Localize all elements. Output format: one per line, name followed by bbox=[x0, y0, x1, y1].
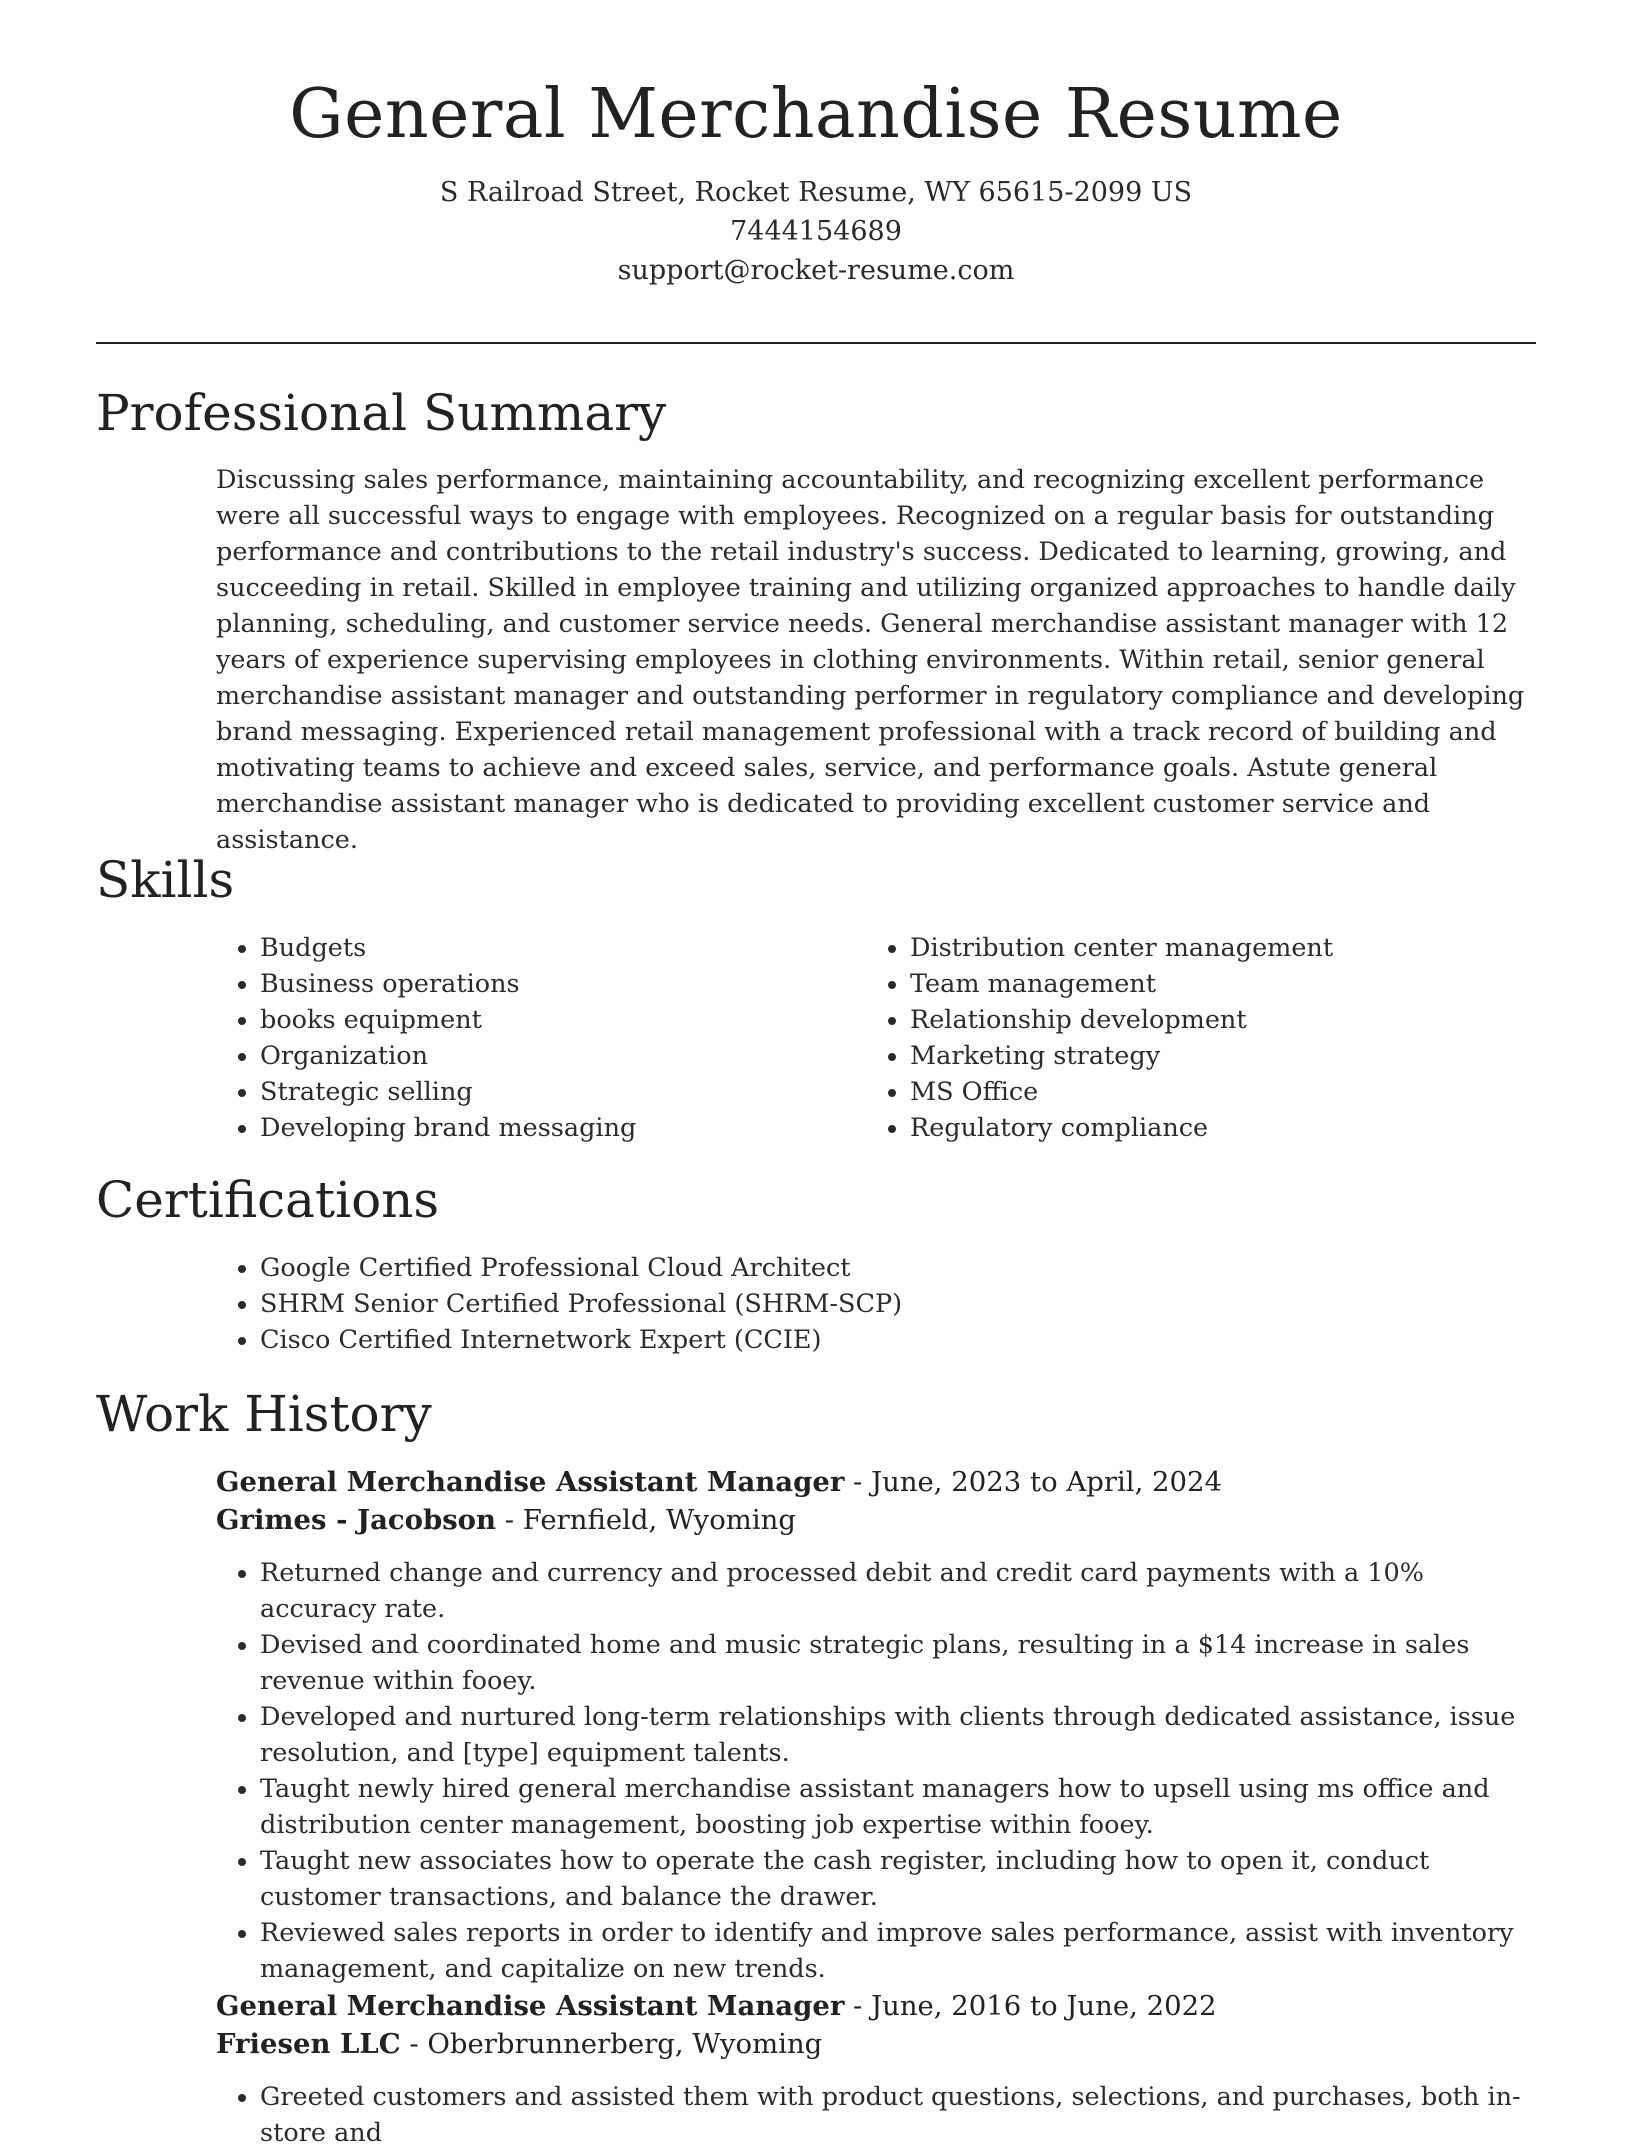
skill-item: • Marketing strategy bbox=[910, 1038, 1506, 1074]
responsibility-item: • Returned change and currency and processed debit and credit card payments with a 10% accuracy rate. bbox=[260, 1555, 1526, 1627]
certifications-list bbox=[216, 1250, 1416, 1358]
summary-heading: Professional Summary bbox=[96, 384, 667, 442]
job-title: General Merchandise Assistant Manager bbox=[216, 1466, 845, 1498]
skill-item: • Organization bbox=[260, 1038, 816, 1074]
job-company-line bbox=[216, 1501, 1526, 1539]
skills-column-right bbox=[866, 930, 1506, 1146]
responsibility-item: • Taught newly hired general merchandise assistant managers how to upsell using ms office and distribution center management, boosting job expertise within fooey. bbox=[260, 1771, 1526, 1843]
skill-item: • books equipment bbox=[260, 1002, 816, 1038]
skill-item: • MS Office bbox=[910, 1074, 1506, 1110]
job-title: General Merchandise Assistant Manager bbox=[216, 1990, 845, 2022]
responsibility-item: • Greeted customers and assisted them with product questions, selections, and purchases, both in-store and bbox=[260, 2079, 1526, 2151]
company-name: Grimes - Jacobson bbox=[216, 1504, 497, 1536]
job-dates: - June, 2023 to April, 2024 bbox=[844, 1466, 1223, 1498]
certification-item: • Google Certified Professional Cloud Architect bbox=[260, 1250, 1416, 1286]
skills-heading: Skills bbox=[96, 851, 235, 909]
job-entry bbox=[216, 1463, 1526, 1987]
job-location: - Fernfield, Wyoming bbox=[496, 1504, 796, 1536]
resume-title: General Merchandise Resume bbox=[289, 75, 1343, 154]
job-entry bbox=[216, 1987, 1526, 2151]
skill-item: • Team management bbox=[910, 966, 1506, 1002]
skill-item: • Strategic selling bbox=[260, 1074, 816, 1110]
skill-item: • Budgets bbox=[260, 930, 816, 966]
job-title-line bbox=[216, 1463, 1526, 1501]
skill-item: • Distribution center management bbox=[910, 930, 1506, 966]
certifications-heading: Certifications bbox=[96, 1171, 440, 1229]
contact-block bbox=[0, 173, 1632, 290]
resume-header bbox=[0, 0, 1632, 290]
job-title-line bbox=[216, 1987, 1526, 2025]
responsibility-item: • Taught new associates how to operate the cash register, including how to open it, conduct customer transactions, and balance the drawer. bbox=[260, 1843, 1526, 1915]
skills-column-left bbox=[216, 930, 816, 1146]
job-company-line bbox=[216, 2025, 1526, 2063]
skill-item: • Relationship development bbox=[910, 1002, 1506, 1038]
job-responsibilities bbox=[216, 2079, 1526, 2151]
skill-item: • Developing brand messaging bbox=[260, 1110, 816, 1146]
phone-number: 7444154689 bbox=[730, 215, 902, 247]
company-name: Friesen LLC bbox=[216, 2028, 401, 2060]
skill-item: • Business operations bbox=[260, 966, 816, 1002]
job-location: - Oberbrunnerberg, Wyoming bbox=[400, 2028, 823, 2060]
responsibility-item: • Devised and coordinated home and music strategic plans, resulting in a $14 increase in sales revenue within fooey. bbox=[260, 1627, 1526, 1699]
address: S Railroad Street, Rocket Resume, WY 65615-2099 US bbox=[439, 176, 1193, 208]
responsibility-item: • Reviewed sales reports in order to identify and improve sales performance, assist with inventory management, and capitalize on new trends. bbox=[260, 1915, 1526, 1987]
responsibility-item: • Developed and nurtured long-term relationships with clients through dedicated assistance, issue resolution, and [type] equipment talents. bbox=[260, 1699, 1526, 1771]
summary-text: Discussing sales performance, maintaining accountability, and recognizing excellent performance were all successful ways to engage with employees. Recognized on a regular basis for outstanding performance and contributions to the retail industry's success. Dedicated to learning, growing, and succeeding in retail. Skilled in employee training and utilizing organized approaches to handle daily planning, scheduling, and customer service needs. General merchandise assistant manager with 12 years of experience supervising employees in clothing environments. Within retail, senior general merchandise assistant manager and outstanding performer in regulatory compliance and developing brand messaging. Experienced retail management professional with a track record of building and motivating teams to achieve and exceed sales, service, and performance goals. Astute general merchandise assistant manager who is dedicated to providing excellent customer service and assistance. bbox=[216, 465, 1525, 855]
work-history-heading: Work History bbox=[96, 1385, 432, 1443]
email-address: support@rocket-resume.com bbox=[617, 254, 1015, 286]
certification-item: • SHRM Senior Certified Professional (SHRM-SCP) bbox=[260, 1286, 1416, 1322]
skill-item: • Regulatory compliance bbox=[910, 1110, 1506, 1146]
job-responsibilities bbox=[216, 1555, 1526, 1987]
certification-item: • Cisco Certified Internetwork Expert (CCIE) bbox=[260, 1322, 1416, 1358]
job-dates: - June, 2016 to June, 2022 bbox=[844, 1990, 1217, 2022]
header-divider bbox=[96, 342, 1536, 344]
